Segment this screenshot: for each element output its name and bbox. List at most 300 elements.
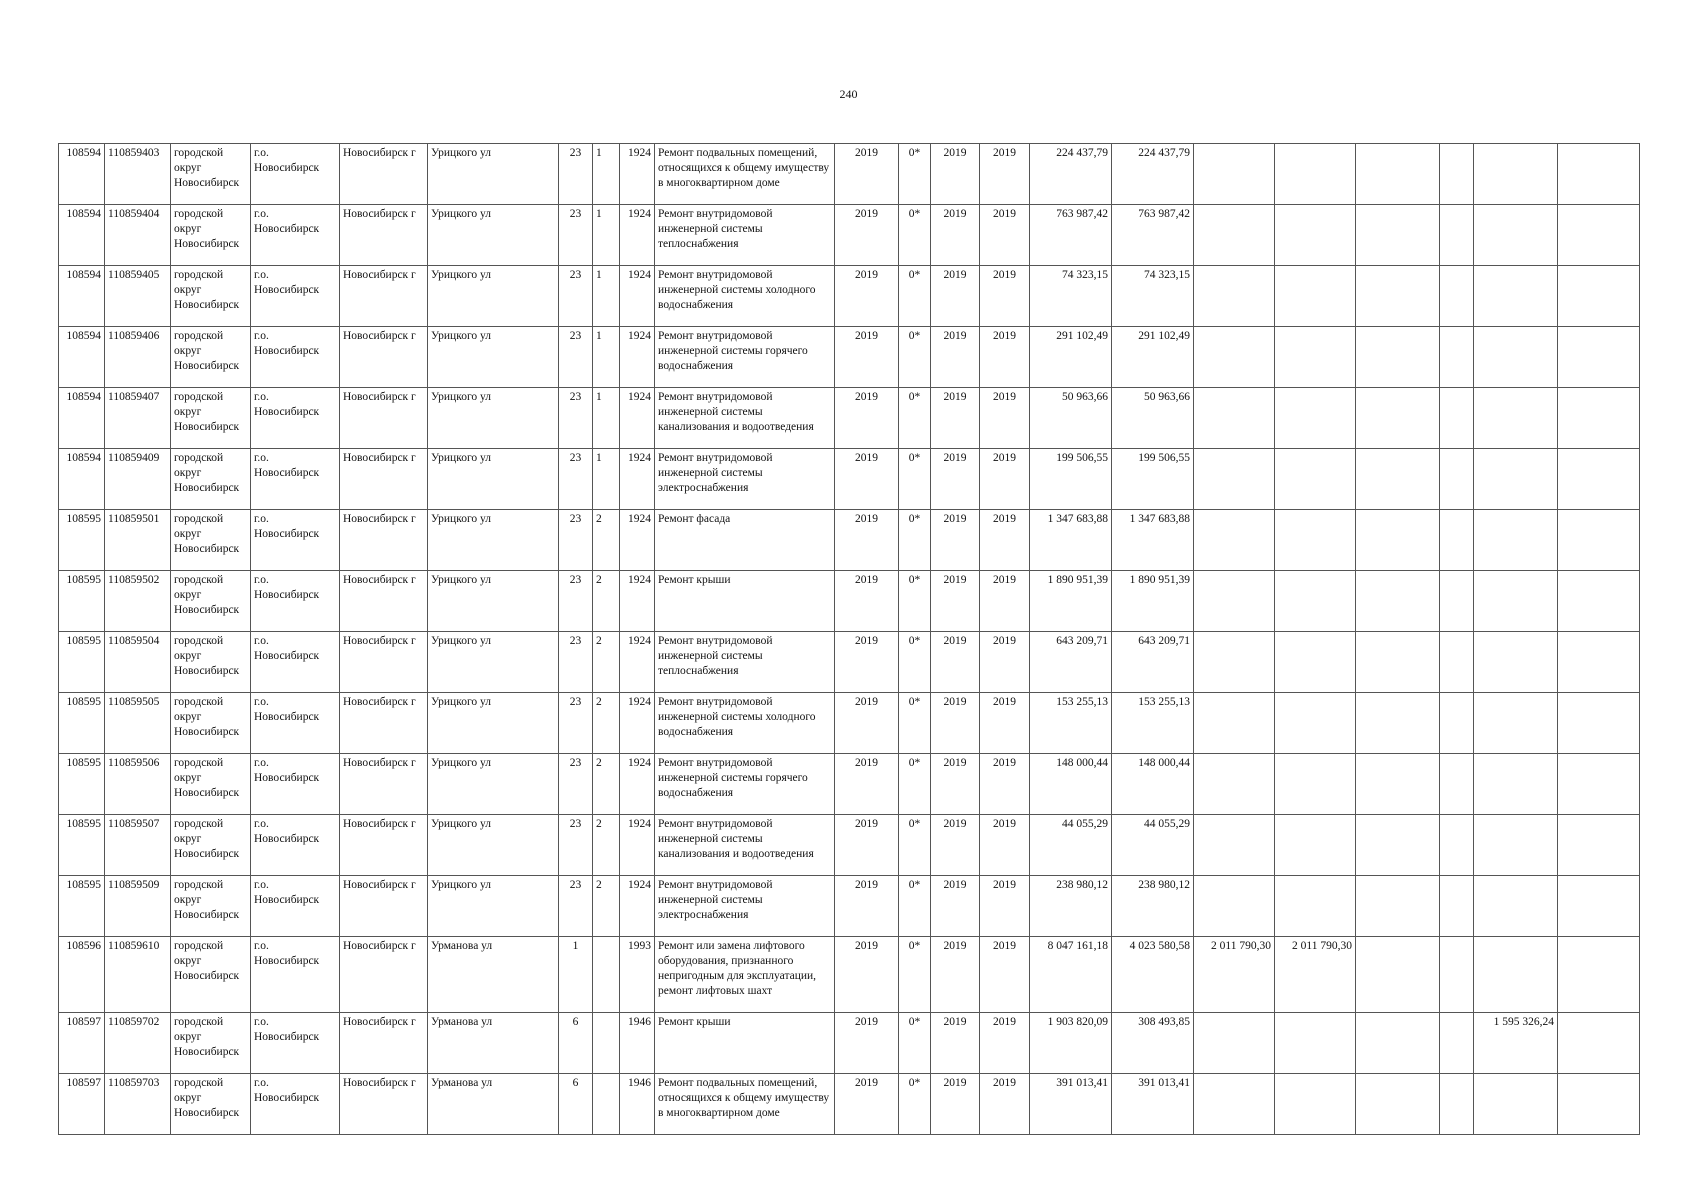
cell-funding-f: [1558, 937, 1640, 1013]
cell-funding-b: [1275, 693, 1356, 754]
cell-house-id: 108595: [59, 571, 105, 632]
cell-work-type: Ремонт или замена лифтового оборудования, признанного непригодным для эксплуатации, ремонт лифтовых шахт: [655, 937, 835, 1013]
cell-municipality: городской округ Новосибирск: [171, 754, 251, 815]
cell-built-year: 1924: [620, 754, 655, 815]
cell-settlement: Новосибирск г: [340, 754, 428, 815]
cell-funding-f: [1558, 510, 1640, 571]
cell-funding-c: [1356, 266, 1440, 327]
cell-start-year: 2019: [931, 205, 980, 266]
cell-funding-a: [1194, 1074, 1275, 1135]
cell-funding-b: [1275, 266, 1356, 327]
cell-building: 1: [593, 327, 620, 388]
cell-fund-amount: 1 347 683,88: [1112, 510, 1194, 571]
cell-funding-a: [1194, 388, 1275, 449]
cell-municipality: городской округ Новосибирск: [171, 266, 251, 327]
cell-end-year: 2019: [980, 1074, 1030, 1135]
cell-work-id: 110859509: [105, 876, 171, 937]
cell-total-cost: 44 055,29: [1030, 815, 1112, 876]
cell-municipality: городской округ Новосибирск: [171, 327, 251, 388]
cell-funding-d: [1440, 876, 1474, 937]
cell-work-id: 110859610: [105, 937, 171, 1013]
cell-district: г.о. Новосибирск: [251, 632, 340, 693]
cell-start-year: 2019: [931, 327, 980, 388]
cell-built-year: 1924: [620, 632, 655, 693]
cell-district: г.о. Новосибирск: [251, 937, 340, 1013]
cell-house-id: 108597: [59, 1074, 105, 1135]
cell-district: г.о. Новосибирск: [251, 815, 340, 876]
cell-work-type: Ремонт крыши: [655, 1013, 835, 1074]
page-number: 240: [839, 87, 858, 101]
cell-house-id: 108594: [59, 205, 105, 266]
cell-total-cost: 153 255,13: [1030, 693, 1112, 754]
cell-end-year: 2019: [980, 876, 1030, 937]
cell-start-year: 2019: [931, 754, 980, 815]
cell-funding-c: [1356, 388, 1440, 449]
cell-total-cost: 74 323,15: [1030, 266, 1112, 327]
cell-funding-c: [1356, 510, 1440, 571]
cell-funding-a: 2 011 790,30: [1194, 937, 1275, 1013]
cell-start-year: 2019: [931, 1013, 980, 1074]
cell-built-year: 1924: [620, 571, 655, 632]
cell-municipality: городской округ Новосибирск: [171, 449, 251, 510]
cell-work-type: Ремонт фасада: [655, 510, 835, 571]
cell-district: г.о. Новосибирск: [251, 144, 340, 205]
cell-building: 1: [593, 266, 620, 327]
cell-work-type: Ремонт внутридомовой инженерной системы холодного водоснабжения: [655, 266, 835, 327]
cell-end-year: 2019: [980, 815, 1030, 876]
cell-work-type: Ремонт внутридомовой инженерной системы теплоснабжения: [655, 205, 835, 266]
cell-work-id: 110859502: [105, 571, 171, 632]
cell-built-year: 1924: [620, 327, 655, 388]
table-row: [59, 449, 1640, 510]
cell-funding-c: [1356, 205, 1440, 266]
cell-zero-mark: 0*: [899, 815, 931, 876]
cell-funding-f: [1558, 632, 1640, 693]
cell-house-id: 108595: [59, 510, 105, 571]
cell-house-id: 108594: [59, 327, 105, 388]
cell-funding-f: [1558, 693, 1640, 754]
cell-funding-f: [1558, 388, 1640, 449]
cell-built-year: 1924: [620, 266, 655, 327]
cell-funding-a: [1194, 876, 1275, 937]
cell-municipality: городской округ Новосибирск: [171, 510, 251, 571]
cell-total-cost: 643 209,71: [1030, 632, 1112, 693]
table-row: [59, 144, 1640, 205]
table-row: [59, 937, 1640, 1013]
cell-end-year: 2019: [980, 144, 1030, 205]
cell-street: Урицкого ул: [428, 449, 559, 510]
cell-funding-c: [1356, 1013, 1440, 1074]
cell-municipality: городской округ Новосибирск: [171, 937, 251, 1013]
cell-funding-f: [1558, 266, 1640, 327]
cell-funding-b: [1275, 449, 1356, 510]
cell-fund-amount: 643 209,71: [1112, 632, 1194, 693]
cell-total-cost: 1 347 683,88: [1030, 510, 1112, 571]
cell-built-year: 1946: [620, 1074, 655, 1135]
table-row: [59, 754, 1640, 815]
cell-house-number: 23: [559, 327, 593, 388]
cell-house-id: 108595: [59, 693, 105, 754]
cell-street: Урманова ул: [428, 937, 559, 1013]
cell-zero-mark: 0*: [899, 693, 931, 754]
cell-funding-c: [1356, 937, 1440, 1013]
cell-end-year: 2019: [980, 937, 1030, 1013]
cell-house-id: 108595: [59, 632, 105, 693]
table-row: [59, 571, 1640, 632]
cell-start-year: 2019: [931, 693, 980, 754]
cell-funding-d: [1440, 449, 1474, 510]
cell-zero-mark: 0*: [899, 144, 931, 205]
cell-district: г.о. Новосибирск: [251, 571, 340, 632]
cell-funding-a: [1194, 571, 1275, 632]
cell-house-number: 23: [559, 266, 593, 327]
cell-work-id: 110859507: [105, 815, 171, 876]
cell-funding-d: [1440, 388, 1474, 449]
cell-funding-a: [1194, 815, 1275, 876]
cell-plan-year: 2019: [835, 571, 899, 632]
table-row: [59, 815, 1640, 876]
cell-street: Урицкого ул: [428, 754, 559, 815]
cell-funding-e: [1474, 815, 1558, 876]
cell-funding-d: [1440, 815, 1474, 876]
cell-funding-c: [1356, 632, 1440, 693]
cell-work-type: Ремонт внутридомовой инженерной системы электроснабжения: [655, 449, 835, 510]
cell-total-cost: 1 890 951,39: [1030, 571, 1112, 632]
cell-district: г.о. Новосибирск: [251, 205, 340, 266]
cell-start-year: 2019: [931, 388, 980, 449]
cell-municipality: городской округ Новосибирск: [171, 388, 251, 449]
cell-street: Урицкого ул: [428, 632, 559, 693]
cell-end-year: 2019: [980, 327, 1030, 388]
cell-funding-e: [1474, 693, 1558, 754]
cell-funding-e: [1474, 388, 1558, 449]
cell-funding-f: [1558, 1013, 1640, 1074]
cell-settlement: Новосибирск г: [340, 693, 428, 754]
cell-work-id: 110859404: [105, 205, 171, 266]
cell-funding-d: [1440, 510, 1474, 571]
cell-fund-amount: 238 980,12: [1112, 876, 1194, 937]
cell-start-year: 2019: [931, 144, 980, 205]
cell-work-type: Ремонт внутридомовой инженерной системы холодного водоснабжения: [655, 693, 835, 754]
cell-work-id: 110859409: [105, 449, 171, 510]
cell-work-type: Ремонт внутридомовой инженерной системы электроснабжения: [655, 876, 835, 937]
cell-municipality: городской округ Новосибирск: [171, 144, 251, 205]
cell-funding-c: [1356, 693, 1440, 754]
cell-funding-d: [1440, 754, 1474, 815]
cell-funding-a: [1194, 205, 1275, 266]
cell-zero-mark: 0*: [899, 266, 931, 327]
cell-municipality: городской округ Новосибирск: [171, 1013, 251, 1074]
cell-plan-year: 2019: [835, 510, 899, 571]
cell-work-id: 110859505: [105, 693, 171, 754]
cell-funding-b: [1275, 1013, 1356, 1074]
cell-funding-f: [1558, 571, 1640, 632]
cell-building: 2: [593, 510, 620, 571]
cell-fund-amount: 148 000,44: [1112, 754, 1194, 815]
cell-zero-mark: 0*: [899, 449, 931, 510]
cell-settlement: Новосибирск г: [340, 632, 428, 693]
cell-end-year: 2019: [980, 449, 1030, 510]
cell-funding-d: [1440, 937, 1474, 1013]
cell-fund-amount: 391 013,41: [1112, 1074, 1194, 1135]
cell-building: [593, 1074, 620, 1135]
cell-street: Урицкого ул: [428, 266, 559, 327]
cell-fund-amount: 4 023 580,58: [1112, 937, 1194, 1013]
table-row: [59, 1074, 1640, 1135]
cell-end-year: 2019: [980, 510, 1030, 571]
cell-start-year: 2019: [931, 815, 980, 876]
cell-funding-a: [1194, 1013, 1275, 1074]
cell-funding-d: [1440, 144, 1474, 205]
cell-plan-year: 2019: [835, 205, 899, 266]
cell-district: г.о. Новосибирск: [251, 693, 340, 754]
cell-work-type: Ремонт внутридомовой инженерной системы горячего водоснабжения: [655, 754, 835, 815]
table-row: [59, 693, 1640, 754]
cell-fund-amount: 1 890 951,39: [1112, 571, 1194, 632]
cell-plan-year: 2019: [835, 449, 899, 510]
cell-total-cost: 1 903 820,09: [1030, 1013, 1112, 1074]
cell-start-year: 2019: [931, 1074, 980, 1135]
cell-funding-b: [1275, 754, 1356, 815]
cell-funding-b: [1275, 510, 1356, 571]
cell-building: 2: [593, 876, 620, 937]
cell-funding-a: [1194, 144, 1275, 205]
cell-municipality: городской округ Новосибирск: [171, 815, 251, 876]
cell-funding-a: [1194, 266, 1275, 327]
cell-building: 2: [593, 632, 620, 693]
cell-funding-c: [1356, 815, 1440, 876]
cell-total-cost: 391 013,41: [1030, 1074, 1112, 1135]
cell-settlement: Новосибирск г: [340, 205, 428, 266]
cell-start-year: 2019: [931, 876, 980, 937]
cell-built-year: 1946: [620, 1013, 655, 1074]
table-row: [59, 876, 1640, 937]
cell-funding-a: [1194, 327, 1275, 388]
cell-built-year: 1924: [620, 449, 655, 510]
cell-municipality: городской округ Новосибирск: [171, 1074, 251, 1135]
cell-work-id: 110859506: [105, 754, 171, 815]
cell-start-year: 2019: [931, 937, 980, 1013]
cell-house-id: 108595: [59, 815, 105, 876]
cell-funding-c: [1356, 571, 1440, 632]
cell-total-cost: 148 000,44: [1030, 754, 1112, 815]
cell-start-year: 2019: [931, 266, 980, 327]
cell-funding-d: [1440, 632, 1474, 693]
cell-house-id: 108595: [59, 876, 105, 937]
cell-funding-e: 1 595 326,24: [1474, 1013, 1558, 1074]
cell-funding-e: [1474, 632, 1558, 693]
cell-settlement: Новосибирск г: [340, 1013, 428, 1074]
cell-work-id: 110859501: [105, 510, 171, 571]
cell-funding-e: [1474, 876, 1558, 937]
cell-municipality: городской округ Новосибирск: [171, 876, 251, 937]
cell-house-number: 6: [559, 1074, 593, 1135]
cell-zero-mark: 0*: [899, 1074, 931, 1135]
capital-repair-register-table: [58, 143, 1640, 1135]
cell-funding-f: [1558, 876, 1640, 937]
cell-settlement: Новосибирск г: [340, 144, 428, 205]
cell-work-type: Ремонт внутридомовой инженерной системы теплоснабжения: [655, 632, 835, 693]
cell-funding-d: [1440, 571, 1474, 632]
cell-end-year: 2019: [980, 754, 1030, 815]
cell-fund-amount: 308 493,85: [1112, 1013, 1194, 1074]
cell-funding-d: [1440, 1013, 1474, 1074]
cell-funding-b: [1275, 571, 1356, 632]
cell-house-number: 23: [559, 571, 593, 632]
cell-municipality: городской округ Новосибирск: [171, 632, 251, 693]
cell-fund-amount: 199 506,55: [1112, 449, 1194, 510]
table-row: [59, 327, 1640, 388]
cell-house-number: 23: [559, 815, 593, 876]
cell-house-number: 23: [559, 693, 593, 754]
cell-zero-mark: 0*: [899, 1013, 931, 1074]
cell-funding-e: [1474, 571, 1558, 632]
cell-work-id: 110859504: [105, 632, 171, 693]
cell-funding-f: [1558, 205, 1640, 266]
cell-funding-e: [1474, 327, 1558, 388]
cell-fund-amount: 50 963,66: [1112, 388, 1194, 449]
cell-fund-amount: 763 987,42: [1112, 205, 1194, 266]
cell-funding-c: [1356, 876, 1440, 937]
cell-plan-year: 2019: [835, 815, 899, 876]
cell-settlement: Новосибирск г: [340, 266, 428, 327]
cell-end-year: 2019: [980, 1013, 1030, 1074]
cell-funding-e: [1474, 449, 1558, 510]
cell-end-year: 2019: [980, 266, 1030, 327]
cell-municipality: городской округ Новосибирск: [171, 571, 251, 632]
cell-house-id: 108597: [59, 1013, 105, 1074]
cell-funding-b: [1275, 632, 1356, 693]
cell-street: Урицкого ул: [428, 327, 559, 388]
cell-building: 2: [593, 754, 620, 815]
cell-end-year: 2019: [980, 693, 1030, 754]
cell-total-cost: 8 047 161,18: [1030, 937, 1112, 1013]
cell-funding-f: [1558, 144, 1640, 205]
cell-district: г.о. Новосибирск: [251, 388, 340, 449]
cell-funding-b: [1275, 327, 1356, 388]
cell-funding-e: [1474, 510, 1558, 571]
cell-end-year: 2019: [980, 205, 1030, 266]
cell-funding-b: [1275, 1074, 1356, 1135]
cell-work-type: Ремонт подвальных помещений, относящихся к общему имуществу в многоквартирном доме: [655, 144, 835, 205]
cell-start-year: 2019: [931, 510, 980, 571]
cell-fund-amount: 224 437,79: [1112, 144, 1194, 205]
cell-street: Урманова ул: [428, 1074, 559, 1135]
cell-fund-amount: 44 055,29: [1112, 815, 1194, 876]
cell-funding-f: [1558, 754, 1640, 815]
cell-street: Урицкого ул: [428, 144, 559, 205]
cell-fund-amount: 74 323,15: [1112, 266, 1194, 327]
cell-house-number: 23: [559, 388, 593, 449]
cell-zero-mark: 0*: [899, 205, 931, 266]
cell-settlement: Новосибирск г: [340, 388, 428, 449]
table-row: [59, 1013, 1640, 1074]
cell-zero-mark: 0*: [899, 388, 931, 449]
cell-zero-mark: 0*: [899, 754, 931, 815]
cell-house-id: 108594: [59, 388, 105, 449]
cell-plan-year: 2019: [835, 754, 899, 815]
cell-house-number: 23: [559, 632, 593, 693]
cell-district: г.о. Новосибирск: [251, 510, 340, 571]
cell-zero-mark: 0*: [899, 510, 931, 571]
cell-zero-mark: 0*: [899, 937, 931, 1013]
cell-funding-f: [1558, 327, 1640, 388]
cell-built-year: 1924: [620, 510, 655, 571]
cell-work-id: 110859405: [105, 266, 171, 327]
cell-work-id: 110859703: [105, 1074, 171, 1135]
cell-settlement: Новосибирск г: [340, 571, 428, 632]
cell-start-year: 2019: [931, 632, 980, 693]
cell-district: г.о. Новосибирск: [251, 449, 340, 510]
cell-end-year: 2019: [980, 632, 1030, 693]
cell-district: г.о. Новосибирск: [251, 1013, 340, 1074]
cell-building: 1: [593, 388, 620, 449]
cell-end-year: 2019: [980, 388, 1030, 449]
cell-settlement: Новосибирск г: [340, 327, 428, 388]
cell-funding-e: [1474, 266, 1558, 327]
table-row: [59, 266, 1640, 327]
cell-built-year: 1924: [620, 693, 655, 754]
cell-plan-year: 2019: [835, 266, 899, 327]
cell-settlement: Новосибирск г: [340, 815, 428, 876]
table-row: [59, 510, 1640, 571]
cell-zero-mark: 0*: [899, 632, 931, 693]
cell-funding-c: [1356, 144, 1440, 205]
cell-funding-e: [1474, 754, 1558, 815]
cell-funding-e: [1474, 205, 1558, 266]
cell-funding-c: [1356, 327, 1440, 388]
cell-funding-d: [1440, 1074, 1474, 1135]
cell-built-year: 1993: [620, 937, 655, 1013]
cell-funding-b: [1275, 388, 1356, 449]
cell-funding-c: [1356, 449, 1440, 510]
cell-funding-a: [1194, 693, 1275, 754]
cell-house-number: 23: [559, 754, 593, 815]
cell-district: г.о. Новосибирск: [251, 266, 340, 327]
cell-house-id: 108596: [59, 937, 105, 1013]
cell-funding-c: [1356, 1074, 1440, 1135]
cell-street: Урицкого ул: [428, 205, 559, 266]
cell-district: г.о. Новосибирск: [251, 327, 340, 388]
cell-house-number: 23: [559, 205, 593, 266]
cell-funding-e: [1474, 937, 1558, 1013]
cell-fund-amount: 153 255,13: [1112, 693, 1194, 754]
cell-work-id: 110859406: [105, 327, 171, 388]
cell-house-number: 1: [559, 937, 593, 1013]
cell-house-id: 108594: [59, 144, 105, 205]
cell-building: [593, 1013, 620, 1074]
cell-total-cost: 199 506,55: [1030, 449, 1112, 510]
cell-work-id: 110859407: [105, 388, 171, 449]
cell-funding-b: 2 011 790,30: [1275, 937, 1356, 1013]
cell-work-id: 110859403: [105, 144, 171, 205]
cell-funding-a: [1194, 754, 1275, 815]
cell-street: Урицкого ул: [428, 876, 559, 937]
cell-work-type: Ремонт внутридомовой инженерной системы канализования и водоотведения: [655, 815, 835, 876]
cell-municipality: городской округ Новосибирск: [171, 205, 251, 266]
cell-house-number: 23: [559, 449, 593, 510]
cell-funding-d: [1440, 327, 1474, 388]
cell-plan-year: 2019: [835, 1013, 899, 1074]
cell-settlement: Новосибирск г: [340, 510, 428, 571]
cell-house-number: 23: [559, 144, 593, 205]
cell-work-id: 110859702: [105, 1013, 171, 1074]
cell-district: г.о. Новосибирск: [251, 876, 340, 937]
cell-total-cost: 50 963,66: [1030, 388, 1112, 449]
cell-house-number: 23: [559, 876, 593, 937]
cell-house-number: 6: [559, 1013, 593, 1074]
cell-plan-year: 2019: [835, 144, 899, 205]
